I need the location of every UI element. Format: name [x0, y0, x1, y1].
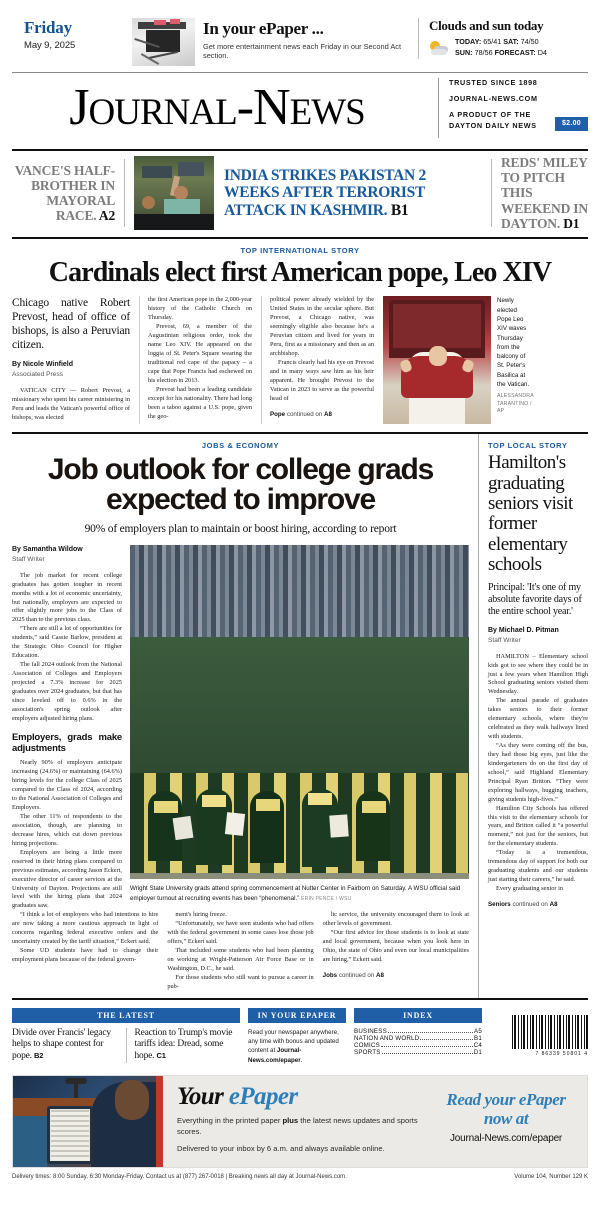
pope-col1-p1: VATICAN CITY — Robert Prevost, a missionary who spent his career ministering in Peru and leads the Vatican's powerful office of bishops, was elected [12, 386, 130, 421]
jobs-story [12, 434, 478, 997]
jobs-col1-p2: “There are still a lot of opportunities for students,” said Cassie Barlow, president at the Strategic Ohio Council for Higher Education. [12, 625, 122, 660]
teaser-center-page: B1 [390, 201, 409, 219]
pope-headline[interactable]: Cardinals elect first American pope, Leo XIV [48, 257, 552, 288]
index-page: A5 [474, 1027, 482, 1035]
skybox [0, 0, 600, 72]
local-p2: The annual parade of graduates takes seniors to their former elementary schools, where they're celebrated as they walk hallways lined with students. [488, 697, 588, 741]
pope-photo-credit: ALESSANDRA TARANTINO / AP [497, 393, 534, 414]
pope-deck: Chicago native Robert Prevost, head of office of bishops, is also a Peruvian citizen. [12, 297, 130, 352]
index-name: COMICS [354, 1041, 380, 1049]
local-kicker: TOP LOCAL STORY [488, 441, 568, 451]
jobs-bot-c2-p4: For those students who still want to pursue a career in pub- [167, 973, 314, 990]
page-footer [0, 1168, 600, 1180]
index-row[interactable] [354, 1042, 482, 1049]
barcode-number: 7 86339 50801 4 [535, 1051, 588, 1058]
index-dots [381, 1046, 473, 1047]
pope-column-1 [12, 296, 130, 424]
jobs-photo-caption: Wright State University grads attend spring commencement at Nutter Center in Fairborn on Saturday. A WSU official said employer turnout at recruiting events has been “phenomenal.” [130, 885, 461, 902]
pope-column-2 [139, 296, 252, 424]
teaser-right[interactable] [492, 155, 588, 231]
local-p4: Hamilton City Schools has offered this visit to the elementary schools for years, and Britton called it “a powerful moment,” not just for the seniors, but for the elementary students. [488, 804, 588, 848]
latest-item-2[interactable] [126, 1028, 241, 1063]
weather-forecast-label: FORECAST: [494, 47, 536, 57]
local-byline: By Michael D. Pitman [488, 627, 559, 635]
teaser-right-page: D1 [563, 215, 580, 231]
jobs-bot-c2-p2: “Unfortunately, we have seen students who had offers with the federal government in some cases lose those job offers,” Eckert said. [167, 920, 314, 946]
pope-col3-p2: Francis clearly had his eye on Prevost and in many ways saw him as his heir apparent. He brought Prevost to the Vatican in 2023 to serve as the powerful head of [270, 358, 374, 402]
pope-photo-block [383, 296, 533, 424]
ad-line-1c: the latest news updates and sports scores. [177, 1115, 418, 1136]
index-row[interactable] [354, 1035, 482, 1042]
local-byline-role: Staff Writer [488, 637, 521, 645]
local-body [488, 626, 588, 909]
jobs-continued-mid: continued on [338, 971, 375, 979]
jobs-graduation-photo [130, 545, 469, 879]
local-continued-page: A8 [549, 900, 558, 908]
index-name: BUSINESS [354, 1027, 387, 1035]
local-headline[interactable]: Hamilton's graduating seniors visit former elementary schools [488, 452, 573, 576]
ad-line-2: Delivered to your inbox by 6 a.m. and always available online. [177, 1143, 385, 1153]
jobs-photo-caption-block [130, 879, 469, 911]
ad-cta-block[interactable] [431, 1076, 587, 1167]
local-p6: Every graduating senior in [496, 885, 563, 893]
pope-continued-line[interactable] [270, 411, 374, 420]
latest-item-1-page: B2 [34, 1050, 44, 1060]
pope-kicker: TOP INTERNATIONAL STORY [240, 246, 360, 255]
epaper-text-part-a: Read your newspaper anywhere, any time with bonus and updated content at [248, 1028, 339, 1055]
pope-photo-caption: Newly elected Pope Leo XIV waves Thursday from the balcony of St. Peter's Basilica at the Vatican. [497, 297, 530, 389]
logo-j: J [69, 79, 89, 136]
index-box [354, 1008, 482, 1065]
teaser-strip [0, 151, 600, 237]
product-label: A PRODUCT OF THE DAYTON DAILY NEWS [449, 110, 537, 130]
date-block [12, 18, 132, 51]
website-label[interactable]: JOURNAL-NEWS.COM [449, 94, 538, 104]
latest-item-2-text: Reaction to Trump's movie tariffs idea: Dread, some hope. [134, 1027, 233, 1061]
pope-body [0, 296, 600, 432]
jobs-continued-page: A8 [376, 971, 384, 979]
weather-today-label: TODAY: [455, 37, 482, 46]
jobs-column-1 [12, 545, 122, 911]
weather-headline: Clouds and sun today [429, 18, 544, 33]
epaper-advertisement[interactable] [12, 1075, 588, 1168]
pope-column-3 [261, 296, 374, 424]
pope-byline: By Nicole Winfield [12, 361, 74, 369]
index-row[interactable] [354, 1028, 482, 1035]
the-latest-box [12, 1008, 240, 1065]
index-dots [388, 1032, 473, 1033]
local-continued-mid: continued on [512, 900, 548, 908]
logo-dash-n: -N [236, 79, 290, 136]
jobs-top-row [12, 545, 469, 911]
teaser-center-text: INDIA STRIKES PAKISTAN 2 WEEKS AFTER TERRORIST ATTACK IN KASHMIR. [224, 166, 426, 219]
local-continued-label: Seniors [488, 900, 511, 908]
index-name: NATION AND WORLD [354, 1034, 420, 1042]
pope-balcony-photo [383, 296, 491, 424]
latest-item-1-text: Divide over Francis' legacy helps to shape contest for pope. [12, 1027, 111, 1061]
jobs-subhead: Employers, grads make adjustments [12, 731, 122, 755]
jobs-bottom-column-2 [167, 911, 313, 991]
jobs-col1-p3: The fall 2024 outlook from the National Association of Colleges and Employers projected a 7.3% increase for 2025 graduates over 2024 graduates, but that has since leveled off to 0.6% in the association's spring outlook after employers adjusted hiring plans. [12, 661, 122, 722]
bottom-bar [0, 1000, 600, 1065]
trusted-since-label: TRUSTED SINCE 1898 [449, 78, 538, 88]
jobs-continued-line[interactable] [323, 972, 469, 981]
promo-subtitle: Get more entertainment news each Friday in our Second Act section. [203, 41, 402, 60]
jobs-photo-credit: ERIN PENCE / WSU [300, 895, 352, 902]
index-dots [382, 1053, 473, 1054]
pope-continued-mid: continued on [286, 410, 323, 418]
promo-thumbnail-image [132, 18, 195, 66]
jobs-bot-c2-p3: That included some students who had been planning on working at Wright-Patterson Air Force Base or in Washington, D.C., he said. [167, 947, 314, 972]
jobs-bot-c1-p2: Some UD students have had to change their employment plans because of the federal govern- [12, 947, 159, 964]
barcode-image [512, 1015, 588, 1049]
product-block [449, 110, 588, 131]
promo-title: In your ePaper ... [203, 19, 324, 38]
index-name: SPORTS [354, 1048, 381, 1056]
pope-col3-p1: political power already wielded by the United States in the secular sphere. But Prevost, a Chicago native, was seemingly eligible also because he's a Peruvian citizen and lived for years in Peru, first as a missionary and then as an archbishop. [270, 296, 374, 358]
jobs-byline: By Samantha Wildow [12, 546, 83, 554]
weather-block[interactable] [418, 18, 588, 59]
ad-copy [163, 1076, 431, 1167]
index-row[interactable] [354, 1049, 482, 1056]
latest-item-2-page: C1 [156, 1050, 166, 1060]
jobs-kicker: JOBS & ECONOMY [201, 441, 280, 451]
masthead-info [438, 78, 588, 138]
latest-item-1[interactable] [12, 1028, 118, 1063]
ad-line-1-plus: plus [282, 1115, 299, 1125]
local-p1: HAMILTON – Elementary school kids got to see where they could be in just a few years when Hamilton High School graduating seniors visited them Wednesday. [488, 652, 588, 696]
logo-ournal: OURNAL [88, 92, 237, 133]
jobs-bot-c1-p1: “I think a lot of employers who had intentions to hire are now taking a more cautious approach in light of concerns regarding federal executive orders and the uncertainty created by the tariff situation,” Eckert said. [12, 911, 159, 946]
pope-continued-label: Pope [270, 410, 286, 418]
epaper-text-part-c: . [300, 1056, 303, 1064]
footer-delivery-info: Delivery times: 8:00 Sunday, 6:30 Monday-Friday. Contact us at (877) 267-0018 | Breaking news all day at Journal-News.com. [12, 1173, 347, 1180]
teaser-left-text: VANCE'S HALF-BROTHER IN MAYORAL RACE. [14, 162, 115, 224]
main-content-area [0, 434, 600, 997]
local-story [478, 434, 588, 997]
epaper-url[interactable]: Journal-News.com/epaper [248, 1047, 302, 1064]
weather-sun-value: 78/56 [474, 47, 493, 57]
weather-sun-label: SUN: [455, 47, 473, 57]
pope-byline-org: Associated Press [12, 371, 63, 379]
index-page: B1 [474, 1034, 482, 1042]
epaper-promo[interactable] [132, 18, 418, 66]
ad-line-1a: Everything in the printed paper [177, 1115, 283, 1125]
weather-sat-label: SAT: [503, 37, 519, 46]
ad-photo-tablet-reader [13, 1076, 163, 1167]
jobs-bot-c3-p2: “Our first advice for those students is to look at state and local government, because when you look here in Ohio, the state of Ohio and even our local municipalities are hiring,” Eckert said. [322, 929, 469, 964]
weather-today-value: 65/41 [483, 37, 502, 46]
pope-continued-page: A8 [324, 410, 332, 418]
local-continued-line[interactable] [488, 901, 588, 910]
jobs-bottom-column-3 [323, 911, 469, 991]
jobs-bot-c2-p1: ment's hiring freeze. [175, 911, 227, 919]
weather-sat-value: 74/50 [520, 37, 539, 46]
jobs-continued-label: Jobs [322, 971, 338, 979]
in-your-epaper-box [248, 1008, 346, 1065]
teaser-left[interactable] [12, 159, 124, 227]
newspaper-logo[interactable] [12, 79, 438, 136]
the-latest-header: THE LATEST [12, 1008, 240, 1023]
weekday-label: Friday [24, 18, 72, 37]
jobs-deck: 90% of employers plan to maintain or boost hiring, according to report [84, 523, 397, 536]
barcode-block [490, 1008, 588, 1065]
full-date-label: May 9, 2025 [24, 40, 76, 51]
jobs-bottom-column-1 [12, 911, 158, 991]
teaser-photo-protest [134, 156, 214, 230]
pope-col2-p2: Prevost, 69, a member of the Augustinian religious order, took the name Leo XIV. He appeared on the loggia of St. Peter's Square wearing the traditional red cape of the papacy – a cape that Pope Francis had eschewed on his election in 2013. [148, 323, 252, 384]
jobs-headline[interactable]: Job outlook for college grads expected to improve [47, 453, 434, 517]
footer-volume-info: Volume 104, Number 129 K [514, 1173, 588, 1180]
pope-photo-caption-block [497, 296, 533, 424]
local-deck: Principal: 'It's one of my absolute favorite days of the entire school year.' [488, 582, 582, 618]
index-page: D1 [473, 1048, 482, 1056]
index-page: C4 [473, 1041, 482, 1049]
index-header: INDEX [354, 1008, 482, 1023]
jobs-bottom-row [12, 911, 469, 997]
weather-values [455, 37, 547, 59]
teaser-left-page: A2 [98, 208, 115, 224]
jobs-byline-role: Staff Writer [12, 556, 45, 564]
pope-col2-p1: the first American pope in the 2,000-year history of the Catholic Church on Thursday. [148, 296, 252, 322]
local-p5: “Today is a tremendous, tremendous day of support for both our graduating students and our students just starting their careers,” he said. [488, 849, 588, 884]
jobs-col1-p6: Employers are being a little more reserved in their hiring plans compared to previous estimates, according Jason Eckert, executive director of career services at the University of Dayton. Projections are still level with the hiring plans that 2024 graduates saw. [12, 848, 122, 910]
index-dots [420, 1039, 473, 1040]
jobs-col1-p5: The other 11% of respondents to the association, though, are planning to decrease hires, which cut down previous hiring projections. [12, 813, 122, 847]
ad-cta-text: Read your ePaper now at [446, 1089, 566, 1128]
local-p3: “As they were coming off the bus, they had those big eyes, just like the kindergarteners do on the first day of school,” said Highland Elementary Principal Ryan Britton. “They were exploring hallways, hugging teachers, giving students high-fives.” [488, 742, 588, 803]
ad-line-1 [177, 1115, 421, 1137]
price-badge: $2.00 [555, 117, 588, 131]
in-your-epaper-header: IN YOUR EPAPER [248, 1008, 346, 1023]
masthead [0, 73, 600, 145]
jobs-bot-c3-p1: lic service, the university encouraged them to look at other levels of government. [322, 911, 469, 928]
sun-cloud-icon [429, 39, 449, 57]
ad-cta-url[interactable]: Journal-News.com/epaper [449, 1133, 563, 1145]
ad-title-epaper: ePaper [228, 1082, 298, 1110]
weather-forecast-page: D4 [537, 47, 547, 57]
ad-title-your: Your [177, 1082, 229, 1110]
pope-col2-p3: Prevost had been a leading candidate except for his nationality. There had long been a taboo against a U.S. pope, given the geo- [148, 385, 252, 420]
logo-ews: EWS [289, 92, 365, 133]
teaser-right-text: REDS' MILEY TO PITCH THIS WEEKEND IN DAYTON. [501, 155, 588, 231]
jobs-col1-p1: The job market for recent college graduates has gotten tougher in recent months with a lot of economic uncertainty, but nationally, employers are expected to offer slightly more jobs to the Class of 2025 than to the previous class. [12, 571, 122, 624]
jobs-col1-p4: Nearly 90% of employers anticipate increasing (24.6%) or maintaining (64.6%) hiring levels for the college Class of 2025 compared to the Class of 2024, according to the National Association of Colleges and Employers. [12, 759, 122, 812]
in-your-epaper-text[interactable] [248, 1028, 346, 1065]
teaser-center[interactable] [125, 159, 491, 227]
